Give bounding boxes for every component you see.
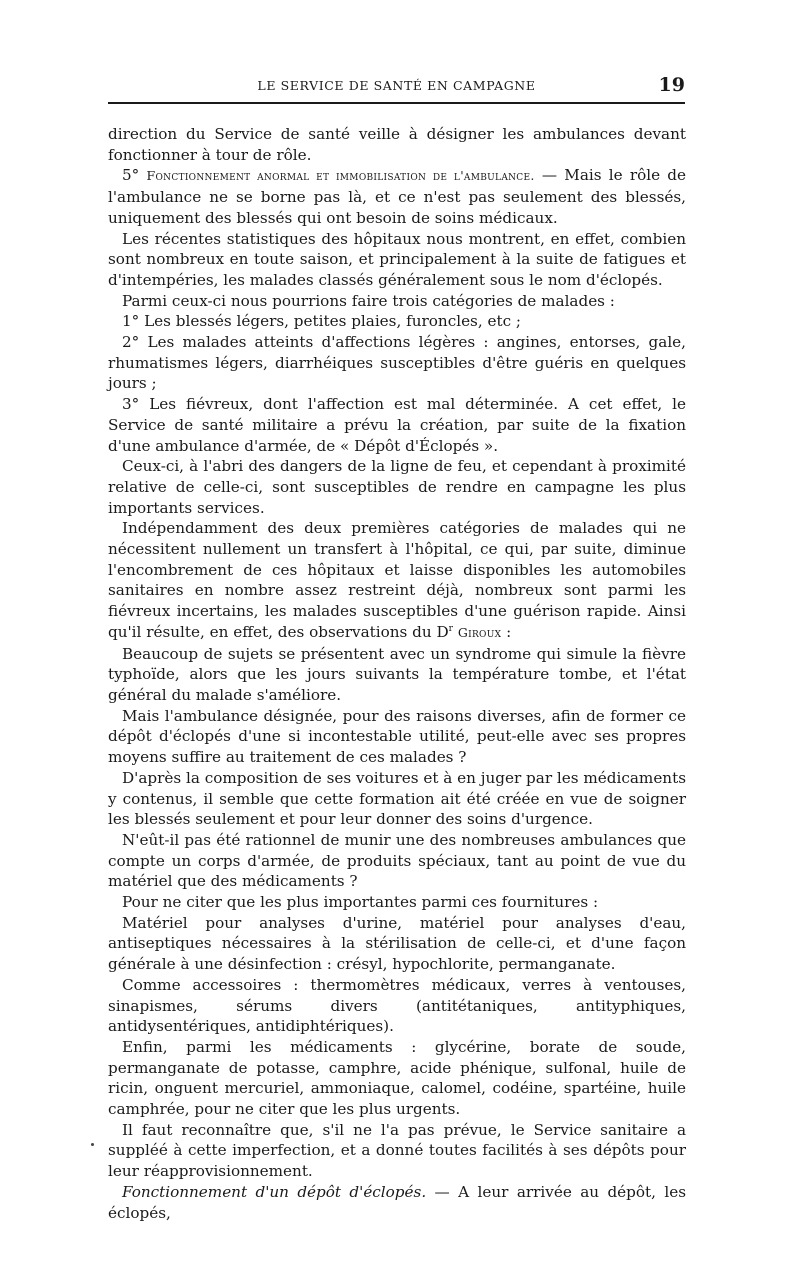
- subsection-heading: Fonctionnement d'un dépôt d'éclopés.: [122, 1182, 427, 1201]
- running-title: LE SERVICE DE SANTÉ EN CAMPAGNE: [257, 78, 536, 93]
- paragraph: Matériel pour analyses d'urine, matériel pour analyses d'eau, antiseptiques nécessaires à la stérilisation de celle-ci, et d'une façon générale à une désinfection : crésyl, hypochlorite, permanganate.: [108, 913, 686, 974]
- page-header: [108, 74, 685, 104]
- paragraph: Les récentes statistiques des hôpitaux nous montrent, en effet, combien sont nombreux en toute saison, et principalement à la suite de fatigues et d'intempéries, les malades classés généralement sous le nom d'éclopés.: [108, 229, 686, 289]
- paragraph-text: — A leur arrivée au dépôt, les éclopés,: [108, 1182, 686, 1222]
- section-number: 5°: [122, 166, 140, 185]
- superscript: r: [448, 623, 453, 634]
- page-number: 19: [658, 74, 685, 96]
- section-text: — Mais le rôle de l'ambulance ne se borne pas là, et ce n'est pas seulement des blessés, uniquement des blessés qui ont besoin de soins médicaux.: [108, 166, 687, 227]
- author-name: Giroux: [457, 624, 502, 640]
- list-item: 3° Les fiévreux, dont l'affection est mal déterminée. A cet effet, le Service de santé militaire a prévu la création, par suite de la fixation d'une ambulance d'armée, de « Dépôt d'Éclopés ».: [108, 395, 686, 455]
- paragraph: Parmi ceux-ci nous pourrions faire trois catégories de malades :: [122, 291, 615, 310]
- paragraph: Enfin, parmi les médicaments : glycérine, borate de soude, permanganate de potasse, camphre, acide phénique, sulfonal, huile de ricin, onguent mercuriel, ammoniaque, calomel, codéine, spartéine, huile camphrée, pour ne citer que les plus urgents.: [108, 1037, 686, 1119]
- paragraph-text: Indépendamment des deux premières catégories de malades qui ne nécessitent nullement un transfert à l'hôpital, ce qui, par suite, diminue l'encombrement de ces hôpitaux et laisse disponibles les automobiles sanitaires en nombre assez restreint déjà, nombreux sont parmi les fiévreux incertains, les malades susceptibles d'une guérison rapide. Ainsi qu'il résulte, en effet, des observations du D: [108, 519, 686, 641]
- paragraph: direction du Service de santé veille à désigner les ambulances devant fonctionner à tour de rôle.: [108, 125, 686, 164]
- subsection-paragraph: [108, 1182, 686, 1223]
- section-heading: Fonctionnement anormal et immobilisation de l'ambulance.: [146, 168, 535, 184]
- paragraph: Pour ne citer que les plus importantes parmi ces fournitures :: [122, 893, 599, 912]
- section-paragraph: [108, 165, 686, 228]
- paragraph-text: :: [501, 622, 512, 641]
- list-item: 2° Les malades atteints d'affections légères : angines, entorses, gale, rhumatismes légers, diarrhéiques susceptibles d'être guéris en quelques jours ;: [108, 333, 686, 393]
- margin-mark: [91, 1143, 94, 1146]
- paragraph: Mais l'ambulance désignée, pour des raisons diverses, afin de former ce dépôt d'éclopés d'une si incontestable utilité, peut-elle avec ses propres moyens suffire au traitement de ces malades ?: [108, 706, 686, 767]
- paragraph: Comme accessoires : thermomètres médicaux, verres à ventouses, sinapismes, sérums divers (antitétaniques, antityphiques, antidysentériques, antidiphtériques).: [108, 975, 686, 1036]
- paragraph: D'après la composition de ses voitures et à en juger par les médicaments y contenus, il semble que cette formation ait été créée en vue de soigner les blessés seulement et pour leur donner des soins d'urgence.: [108, 768, 686, 829]
- list-item: 1° Les blessés légers, petites plaies, furoncles, etc ;: [122, 312, 522, 331]
- quotation: Beaucoup de sujets se présentent avec un syndrome qui simule la fièvre typhoïde, alors que les jours suivants la température tombe, et l'état général du malade s'améliore.: [108, 644, 686, 704]
- paragraph: N'eût-il pas été rationnel de munir une des nombreuses ambulances que compte un corps d'armée, de produits spéciaux, tant au point de vue du matériel que des médicaments ?: [108, 830, 686, 891]
- body-text: [108, 124, 686, 1223]
- paragraph: [108, 518, 686, 643]
- paragraph: Il faut reconnaître que, s'il ne l'a pas prévue, le Service sanitaire a suppléé à cette imperfection, et a donné toutes facilités à ses dépôts pour leur réapprovisionnement.: [108, 1120, 686, 1181]
- paragraph: Ceux-ci, à l'abri des dangers de la ligne de feu, et cependant à proximité relative de celle-ci, sont susceptibles de rendre en campagne les plus importants services.: [108, 457, 686, 517]
